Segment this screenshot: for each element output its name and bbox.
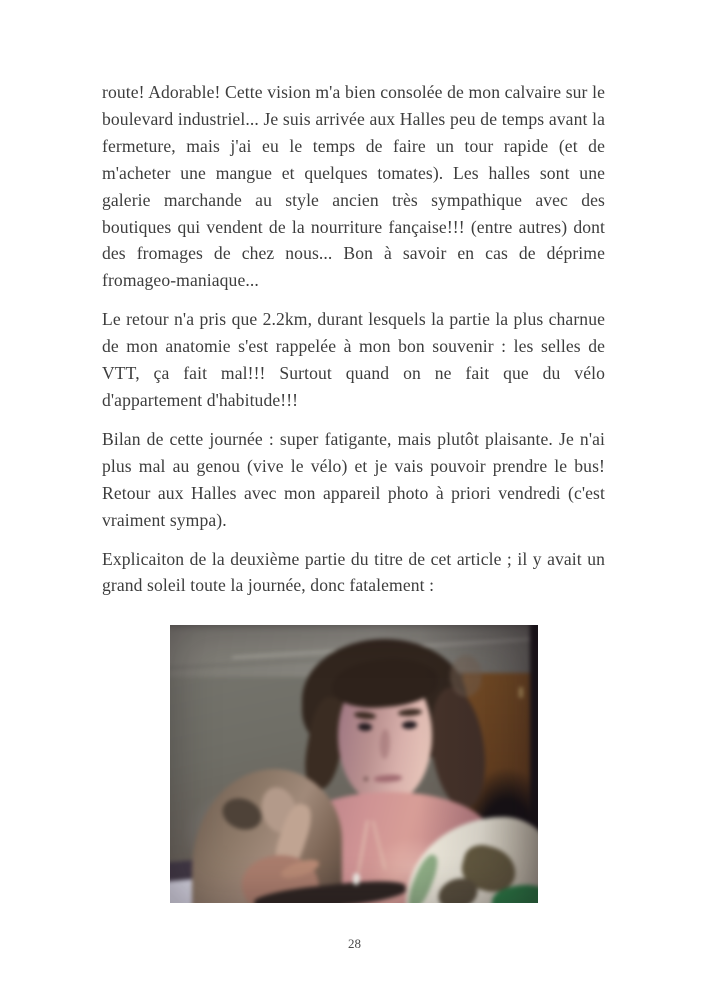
photo-hair-bun — [424, 684, 492, 812]
selfie-photo-scene — [170, 625, 538, 903]
photo-nose-shadow — [379, 729, 390, 759]
photo-sage-green-streak — [404, 852, 442, 903]
photo-ceiling-shadow-seam — [170, 655, 402, 670]
photo-wooden-door — [462, 673, 534, 903]
photo-right-eyebrow — [398, 708, 422, 717]
photo-finger — [279, 856, 321, 882]
photo-dark-corner — [460, 767, 538, 903]
photo-hand — [238, 849, 323, 903]
photo-mouth — [374, 774, 402, 782]
photo-wall-highlight — [170, 767, 362, 897]
paragraph-4: Explicaiton de la deuxième partie du titre de cet article ; il y avait un grand soleil toute la journée, donc fatalement : — [102, 548, 605, 596]
photo-camo-blob-light — [257, 783, 302, 836]
photo-left-eye — [358, 723, 373, 732]
photo-right-eye — [402, 721, 417, 730]
photo-necklace-chain-right — [372, 821, 386, 870]
photo-mole — [364, 777, 368, 781]
paragraph-1: route! Adorable! Cette vision m'a bien consolée de mon calvaire sur le boulevard industriel... Je suis arrivée aux Halles peu de temps avant la fermeture, mais j'ai eu le temps de faire un tour rapide (et de m'acheter une mangue et quelques tomates). Les halles sont une galerie marchande au style ancien très sympathique avec des boutiques qui vendent de la nourriture fançaise!!! (entre autres) dont des fromages de chez nous... Bon à savoir en cas de déprime fromageo-maniaque... — [102, 82, 605, 291]
photo-dark-strap — [253, 877, 406, 903]
photo-door-handle-glint — [519, 687, 523, 698]
photo-right-dark-edge — [530, 625, 538, 903]
article-text — [102, 79, 605, 611]
photo-door-edge — [459, 673, 463, 903]
photo-necklace-chain-left — [358, 820, 369, 872]
selfie-photo — [170, 625, 538, 903]
photo-bed-shadow — [170, 855, 257, 894]
photo-left-shoulder-camo — [192, 769, 342, 903]
photo-chest-highlight — [358, 827, 470, 903]
photo-hair-wisp — [450, 655, 482, 697]
photo-ceiling-seam — [232, 638, 538, 659]
photo-neck-chest — [290, 792, 490, 903]
photo-wall — [170, 625, 538, 903]
photo-fabric-fold — [270, 801, 316, 876]
photo-camo-leaf-print-small — [434, 873, 482, 903]
photo-bangs — [330, 654, 440, 711]
photo-ceiling — [170, 625, 538, 677]
paragraph-3: Bilan de cette journée : super fatigante, mais plutôt plaisante. Je n'ai plus mal au genou (vive le vélo) et je vais pouvoir prendre le bus! Retour aux Halles avec mon appareil photo à priori vendredi (c'est vraiment sympa). — [102, 428, 605, 530]
photo-camo-blob-dark — [218, 793, 266, 835]
photo-left-eyebrow — [354, 711, 377, 720]
photo-hair — [302, 639, 467, 761]
photo-right-shoulder-lit — [406, 817, 538, 903]
photo-camo-leaf-print — [457, 841, 521, 897]
photo-hair-side — [300, 695, 349, 792]
photo-green-fabric-patch — [492, 885, 538, 903]
page-number: 28 — [348, 936, 361, 951]
paragraph-2: Le retour n'a pris que 2.2km, durant lesquels la partie la plus charnue de mon anatomie s'est rappelée à mon bon souvenir : les selles de VTT, ça fait mal!!! Surtout quand on ne fait que du vélo d'appartement d'habitude!!! — [102, 309, 605, 410]
photo-necklace-pendant — [353, 873, 360, 885]
photo-face — [338, 669, 432, 803]
photo-top-dark-band — [170, 625, 538, 631]
photo-bed-sheet — [170, 876, 236, 903]
